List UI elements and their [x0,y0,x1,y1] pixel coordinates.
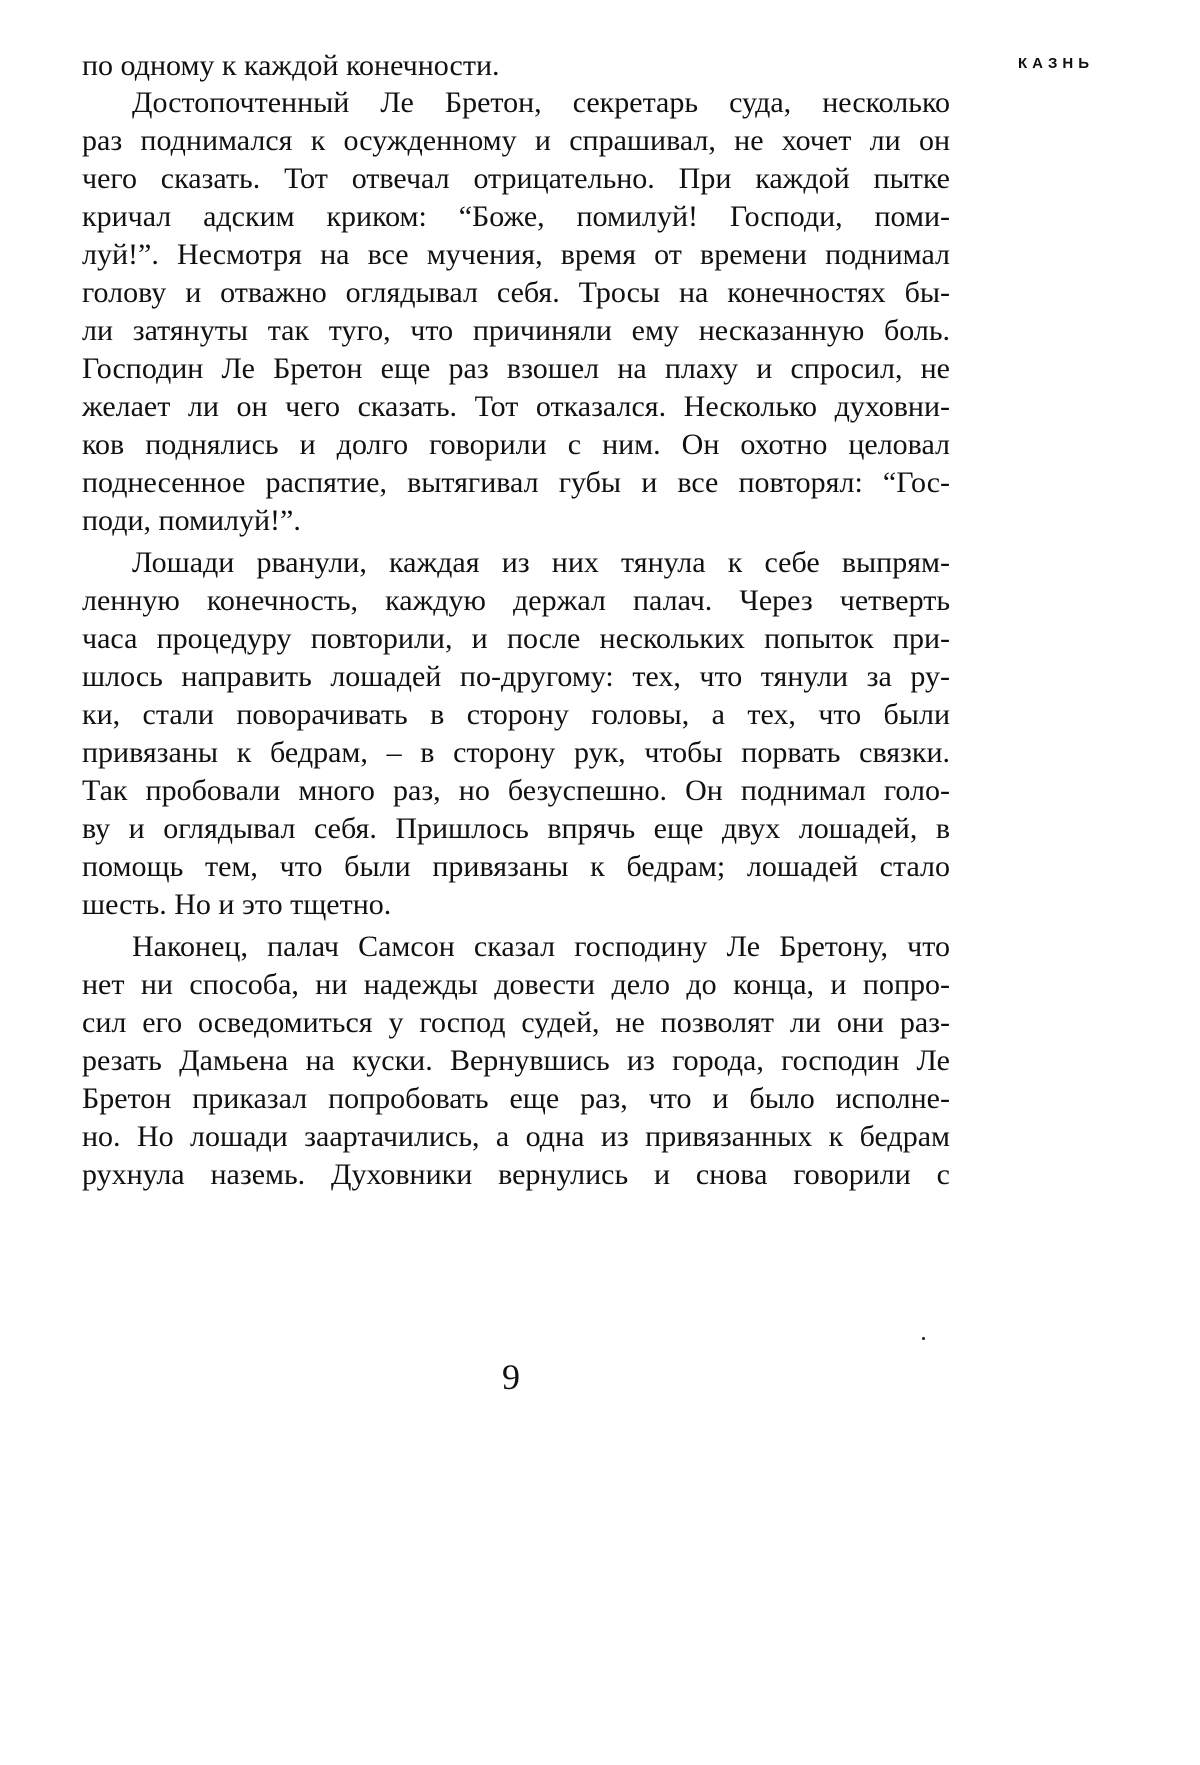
text-line: ли затянуты так туго, что причиняли ему несказанную боль. [82,314,950,347]
text-line: но. Но лошади заартачились, а одна из привязанных к бедрам [82,1120,950,1153]
running-head: КАЗНЬ [1018,55,1094,72]
text-line: резать Дамьена на куски. Вернувшись из города, господин Ле [82,1044,950,1077]
text-line: Так пробовали много раз, но безуспешно. Он поднимал голо- [82,774,950,807]
text-line: часа процедуру повторили, и после нескольких попыток при- [82,622,950,655]
text-line: рухнула наземь. Духовники вернулись и снова говорили с [82,1158,950,1191]
text-line: сил его осведомиться у господ судей, не позволят ли они раз- [82,1006,950,1039]
text-line: Лошади рванули, каждая из них тянула к себе выпрям- [132,546,950,579]
text-line: поднесенное распятие, вытягивал губы и все повторял: “Гос- [82,466,950,499]
text-line: помощь тем, что были привязаны к бедрам; лошадей стало [82,850,950,883]
text-line: луй!”. Несмотря на все мучения, время от времени поднимал [82,238,950,271]
text-line: Господин Ле Бретон еще раз взошел на плаху и спросил, не [82,352,950,385]
text-line: ков поднялись и долго говорили с ним. Он охотно целовал [82,428,950,461]
text-line: ки, стали поворачивать в сторону головы, а тех, что были [82,698,950,731]
text-line: Бретон приказал попробовать еще раз, что и было исполне- [82,1082,950,1115]
page-number: 9 [502,1357,520,1397]
text-line: шлось направить лошадей по-другому: тех, что тянули за ру- [82,660,950,693]
text-line: Наконец, палач Самсон сказал господину Ле Бретону, что [132,930,950,963]
text-line: шесть. Но и это тщетно. [82,888,392,921]
text-line: ву и оглядывал себя. Пришлось впрячь еще двух лошадей, в [82,812,950,845]
text-line: чего сказать. Тот отвечал отрицательно. При каждой пытке [82,162,950,195]
text-line: поди, помилуй!”. [82,504,301,537]
text-line: голову и отважно оглядывал себя. Тросы на конечностях бы- [82,276,950,309]
text-line: раз поднимался к осужденному и спрашивал, не хочет ли он [82,124,950,157]
scan-speck [922,1337,925,1340]
text-line: нет ни способа, ни надежды довести дело до конца, и попро- [82,968,950,1001]
text-line: ленную конечность, каждую держал палач. Через четверть [82,584,950,617]
text-line: кричал адским криком: “Боже, помилуй! Господи, поми- [82,200,950,233]
text-line: по одному к каждой конечности. [82,49,500,82]
text-line: привязаны к бедрам, – в сторону рук, чтобы порвать связки. [82,736,950,769]
text-line: желает ли он чего сказать. Тот отказался. Несколько духовни- [82,390,950,423]
text-line: Достопочтенный Ле Бретон, секретарь суда, несколько [132,86,950,119]
